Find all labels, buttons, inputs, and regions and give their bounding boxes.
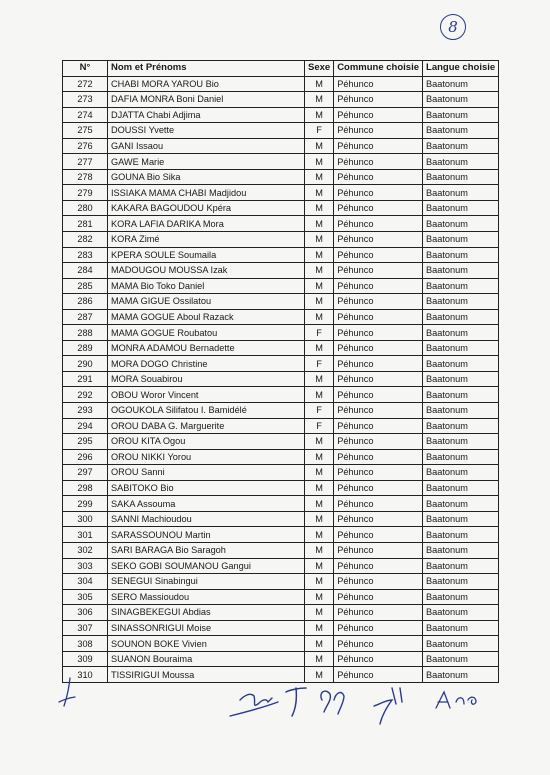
row-sex: F	[305, 325, 334, 341]
row-name: MONRA ADAMOU Bernadette	[108, 340, 305, 356]
row-sex: M	[305, 527, 334, 543]
row-commune: Péhunco	[334, 185, 423, 201]
row-sex: M	[305, 636, 334, 652]
row-name: DJATTA Chabi Adjima	[108, 107, 305, 123]
row-commune: Péhunco	[334, 480, 423, 496]
table-row	[63, 232, 499, 248]
row-sex: M	[305, 216, 334, 232]
row-commune: Péhunco	[334, 449, 423, 465]
row-name: KORA LAFIA DARIKA Mora	[108, 216, 305, 232]
row-language: Baatonum	[423, 620, 499, 636]
table-row	[63, 340, 499, 356]
row-name: GANI Issaou	[108, 138, 305, 154]
row-sex: F	[305, 418, 334, 434]
row-language: Baatonum	[423, 434, 499, 450]
row-commune: Péhunco	[334, 294, 423, 310]
row-language: Baatonum	[423, 387, 499, 403]
row-number: 287	[63, 309, 108, 325]
row-sex: M	[305, 232, 334, 248]
row-name: KORA Zimé	[108, 232, 305, 248]
row-sex: M	[305, 107, 334, 123]
row-commune: Péhunco	[334, 278, 423, 294]
row-sex: M	[305, 200, 334, 216]
table-row	[63, 263, 499, 279]
row-sex: M	[305, 667, 334, 683]
row-name: OROU NIKKI Yorou	[108, 449, 305, 465]
row-sex: M	[305, 76, 334, 92]
row-commune: Péhunco	[334, 138, 423, 154]
row-number: 273	[63, 92, 108, 108]
row-language: Baatonum	[423, 449, 499, 465]
row-number: 309	[63, 651, 108, 667]
row-sex: M	[305, 434, 334, 450]
table-body	[63, 76, 499, 682]
table-row	[63, 387, 499, 403]
row-name: MAMA Bio Toko Daniel	[108, 278, 305, 294]
table-header-row	[63, 61, 499, 77]
row-name: ISSIAKA MAMA CHABI Madjidou	[108, 185, 305, 201]
table-row	[63, 107, 499, 123]
row-commune: Péhunco	[334, 667, 423, 683]
row-number: 299	[63, 496, 108, 512]
row-number: 289	[63, 340, 108, 356]
row-commune: Péhunco	[334, 216, 423, 232]
row-commune: Péhunco	[334, 511, 423, 527]
row-name: GOUNA Bio Sika	[108, 169, 305, 185]
row-commune: Péhunco	[334, 356, 423, 372]
row-language: Baatonum	[423, 216, 499, 232]
row-sex: M	[305, 278, 334, 294]
table-row	[63, 449, 499, 465]
table-row	[63, 651, 499, 667]
row-name: MAMA GIGUE Ossilatou	[108, 294, 305, 310]
row-language: Baatonum	[423, 605, 499, 621]
table-row	[63, 558, 499, 574]
row-commune: Péhunco	[334, 123, 423, 139]
row-number: 291	[63, 371, 108, 387]
row-sex: M	[305, 605, 334, 621]
table-row	[63, 325, 499, 341]
row-name: OROU DABA G. Marguerite	[108, 418, 305, 434]
header-number: N°	[63, 61, 108, 77]
row-number: 280	[63, 200, 108, 216]
row-number: 276	[63, 138, 108, 154]
row-number: 290	[63, 356, 108, 372]
table-row	[63, 527, 499, 543]
row-name: SINASSONRIGUI Moise	[108, 620, 305, 636]
row-commune: Péhunco	[334, 589, 423, 605]
row-sex: M	[305, 574, 334, 590]
page-number-circle	[440, 14, 466, 40]
row-name: CHABI MORA YAROU Bio	[108, 76, 305, 92]
row-sex: M	[305, 480, 334, 496]
row-number: 301	[63, 527, 108, 543]
row-language: Baatonum	[423, 667, 499, 683]
row-commune: Péhunco	[334, 651, 423, 667]
row-number: 277	[63, 154, 108, 170]
row-sex: F	[305, 123, 334, 139]
row-name: SINAGBEKEGUI Abdias	[108, 605, 305, 621]
row-commune: Péhunco	[334, 496, 423, 512]
table-row	[63, 138, 499, 154]
handwritten-signatures	[226, 678, 506, 730]
header-sex: Sexe	[305, 61, 334, 77]
row-language: Baatonum	[423, 294, 499, 310]
row-number: 292	[63, 387, 108, 403]
row-language: Baatonum	[423, 403, 499, 419]
row-commune: Péhunco	[334, 542, 423, 558]
row-name: MAMA GOGUE Aboul Razack	[108, 309, 305, 325]
row-language: Baatonum	[423, 169, 499, 185]
row-sex: M	[305, 542, 334, 558]
row-name: SARI BARAGA Bio Saragoh	[108, 542, 305, 558]
header-commune: Commune choisie	[334, 61, 423, 77]
row-language: Baatonum	[423, 558, 499, 574]
row-name: SERO Massioudou	[108, 589, 305, 605]
row-language: Baatonum	[423, 465, 499, 481]
row-language: Baatonum	[423, 107, 499, 123]
row-commune: Péhunco	[334, 107, 423, 123]
row-sex: M	[305, 154, 334, 170]
row-language: Baatonum	[423, 651, 499, 667]
row-language: Baatonum	[423, 154, 499, 170]
row-number: 296	[63, 449, 108, 465]
row-number: 295	[63, 434, 108, 450]
row-language: Baatonum	[423, 278, 499, 294]
table-row	[63, 371, 499, 387]
table-row	[63, 169, 499, 185]
row-commune: Péhunco	[334, 325, 423, 341]
row-commune: Péhunco	[334, 371, 423, 387]
table-row	[63, 542, 499, 558]
row-number: 275	[63, 123, 108, 139]
row-name: MORA Souabirou	[108, 371, 305, 387]
row-language: Baatonum	[423, 496, 499, 512]
row-sex: F	[305, 403, 334, 419]
row-number: 306	[63, 605, 108, 621]
row-name: OROU KITA Ogou	[108, 434, 305, 450]
row-sex: M	[305, 185, 334, 201]
row-name: SENEGUI Sinabingui	[108, 574, 305, 590]
row-name: OBOU Woror Vincent	[108, 387, 305, 403]
table-row	[63, 309, 499, 325]
row-sex: M	[305, 651, 334, 667]
row-language: Baatonum	[423, 76, 499, 92]
row-commune: Péhunco	[334, 92, 423, 108]
row-language: Baatonum	[423, 636, 499, 652]
row-name: DOUSSI Yvette	[108, 123, 305, 139]
row-sex: M	[305, 169, 334, 185]
row-name: MADOUGOU MOUSSA Izak	[108, 263, 305, 279]
row-commune: Péhunco	[334, 76, 423, 92]
row-commune: Péhunco	[334, 418, 423, 434]
row-language: Baatonum	[423, 356, 499, 372]
row-number: 294	[63, 418, 108, 434]
header-name: Nom et Prénoms	[108, 61, 305, 77]
row-sex: M	[305, 92, 334, 108]
row-commune: Péhunco	[334, 558, 423, 574]
row-number: 286	[63, 294, 108, 310]
table-row	[63, 123, 499, 139]
row-number: 283	[63, 247, 108, 263]
row-sex: M	[305, 309, 334, 325]
row-name: OGOUKOLA Silifatou I. Bamidélé	[108, 403, 305, 419]
row-number: 281	[63, 216, 108, 232]
row-language: Baatonum	[423, 138, 499, 154]
table-row	[63, 605, 499, 621]
row-commune: Péhunco	[334, 200, 423, 216]
row-name: SUANON Bouraima	[108, 651, 305, 667]
row-sex: M	[305, 247, 334, 263]
row-sex: M	[305, 294, 334, 310]
table-row	[63, 589, 499, 605]
table-row	[63, 465, 499, 481]
row-sex: M	[305, 558, 334, 574]
row-sex: M	[305, 263, 334, 279]
table-row	[63, 434, 499, 450]
table-row	[63, 247, 499, 263]
row-commune: Péhunco	[334, 247, 423, 263]
row-commune: Péhunco	[334, 169, 423, 185]
header-language: Langue choisie	[423, 61, 499, 77]
row-commune: Péhunco	[334, 527, 423, 543]
row-name: GAWE Marie	[108, 154, 305, 170]
row-commune: Péhunco	[334, 340, 423, 356]
row-language: Baatonum	[423, 371, 499, 387]
row-name: KAKARA BAGOUDOU Kpéra	[108, 200, 305, 216]
table-row	[63, 356, 499, 372]
row-sex: M	[305, 589, 334, 605]
row-sex: M	[305, 511, 334, 527]
row-name: TISSIRIGUI Moussa	[108, 667, 305, 683]
row-language: Baatonum	[423, 263, 499, 279]
row-language: Baatonum	[423, 542, 499, 558]
row-number: 279	[63, 185, 108, 201]
row-sex: M	[305, 465, 334, 481]
row-language: Baatonum	[423, 325, 499, 341]
row-number: 284	[63, 263, 108, 279]
row-commune: Péhunco	[334, 263, 423, 279]
table-row	[63, 278, 499, 294]
table-row	[63, 154, 499, 170]
row-commune: Péhunco	[334, 309, 423, 325]
row-commune: Péhunco	[334, 465, 423, 481]
row-number: 308	[63, 636, 108, 652]
row-sex: F	[305, 356, 334, 372]
table-row	[63, 636, 499, 652]
roster-table	[62, 60, 499, 683]
row-commune: Péhunco	[334, 232, 423, 248]
row-sex: M	[305, 449, 334, 465]
row-sex: M	[305, 620, 334, 636]
row-language: Baatonum	[423, 185, 499, 201]
table-row	[63, 403, 499, 419]
row-number: 282	[63, 232, 108, 248]
row-number: 307	[63, 620, 108, 636]
row-commune: Péhunco	[334, 574, 423, 590]
table-row	[63, 294, 499, 310]
row-number: 297	[63, 465, 108, 481]
row-language: Baatonum	[423, 480, 499, 496]
table-row	[63, 92, 499, 108]
row-language: Baatonum	[423, 511, 499, 527]
row-name: SOUNON BOKE Vivien	[108, 636, 305, 652]
row-language: Baatonum	[423, 232, 499, 248]
row-commune: Péhunco	[334, 636, 423, 652]
table-row	[63, 185, 499, 201]
table-row	[63, 511, 499, 527]
row-language: Baatonum	[423, 527, 499, 543]
row-sex: M	[305, 496, 334, 512]
table-row	[63, 574, 499, 590]
row-number: 274	[63, 107, 108, 123]
row-language: Baatonum	[423, 574, 499, 590]
page-number: 8	[448, 18, 458, 36]
row-sex: M	[305, 340, 334, 356]
table-row	[63, 76, 499, 92]
row-number: 302	[63, 542, 108, 558]
row-commune: Péhunco	[334, 434, 423, 450]
row-name: DAFIA MONRA Boni Daniel	[108, 92, 305, 108]
row-language: Baatonum	[423, 589, 499, 605]
table-row	[63, 480, 499, 496]
row-number: 304	[63, 574, 108, 590]
row-name: KPERA SOULE Soumaila	[108, 247, 305, 263]
row-number: 303	[63, 558, 108, 574]
row-number: 285	[63, 278, 108, 294]
row-number: 293	[63, 403, 108, 419]
row-language: Baatonum	[423, 200, 499, 216]
row-number: 272	[63, 76, 108, 92]
row-name: OROU Sanni	[108, 465, 305, 481]
row-number: 278	[63, 169, 108, 185]
row-sex: M	[305, 387, 334, 403]
table-row	[63, 496, 499, 512]
row-name: MAMA GOGUE Roubatou	[108, 325, 305, 341]
row-number: 305	[63, 589, 108, 605]
row-commune: Péhunco	[334, 403, 423, 419]
row-language: Baatonum	[423, 247, 499, 263]
row-number: 288	[63, 325, 108, 341]
row-name: SARASSOUNOU Martin	[108, 527, 305, 543]
row-language: Baatonum	[423, 92, 499, 108]
row-language: Baatonum	[423, 340, 499, 356]
table-row	[63, 620, 499, 636]
table-row	[63, 418, 499, 434]
row-name: SABITOKO Bio	[108, 480, 305, 496]
handwritten-initial-left	[56, 676, 78, 710]
row-commune: Péhunco	[334, 605, 423, 621]
row-commune: Péhunco	[334, 620, 423, 636]
row-language: Baatonum	[423, 309, 499, 325]
table-row	[63, 216, 499, 232]
row-language: Baatonum	[423, 123, 499, 139]
row-commune: Péhunco	[334, 387, 423, 403]
row-number: 298	[63, 480, 108, 496]
row-number: 310	[63, 667, 108, 683]
row-sex: M	[305, 371, 334, 387]
row-name: SAKA Assouma	[108, 496, 305, 512]
row-commune: Péhunco	[334, 154, 423, 170]
row-language: Baatonum	[423, 418, 499, 434]
row-name: MORA DOGO Christine	[108, 356, 305, 372]
row-name: SEKO GOBI SOUMANOU Gangui	[108, 558, 305, 574]
row-sex: M	[305, 138, 334, 154]
row-number: 300	[63, 511, 108, 527]
table-row	[63, 200, 499, 216]
row-name: SANNI Machioudou	[108, 511, 305, 527]
